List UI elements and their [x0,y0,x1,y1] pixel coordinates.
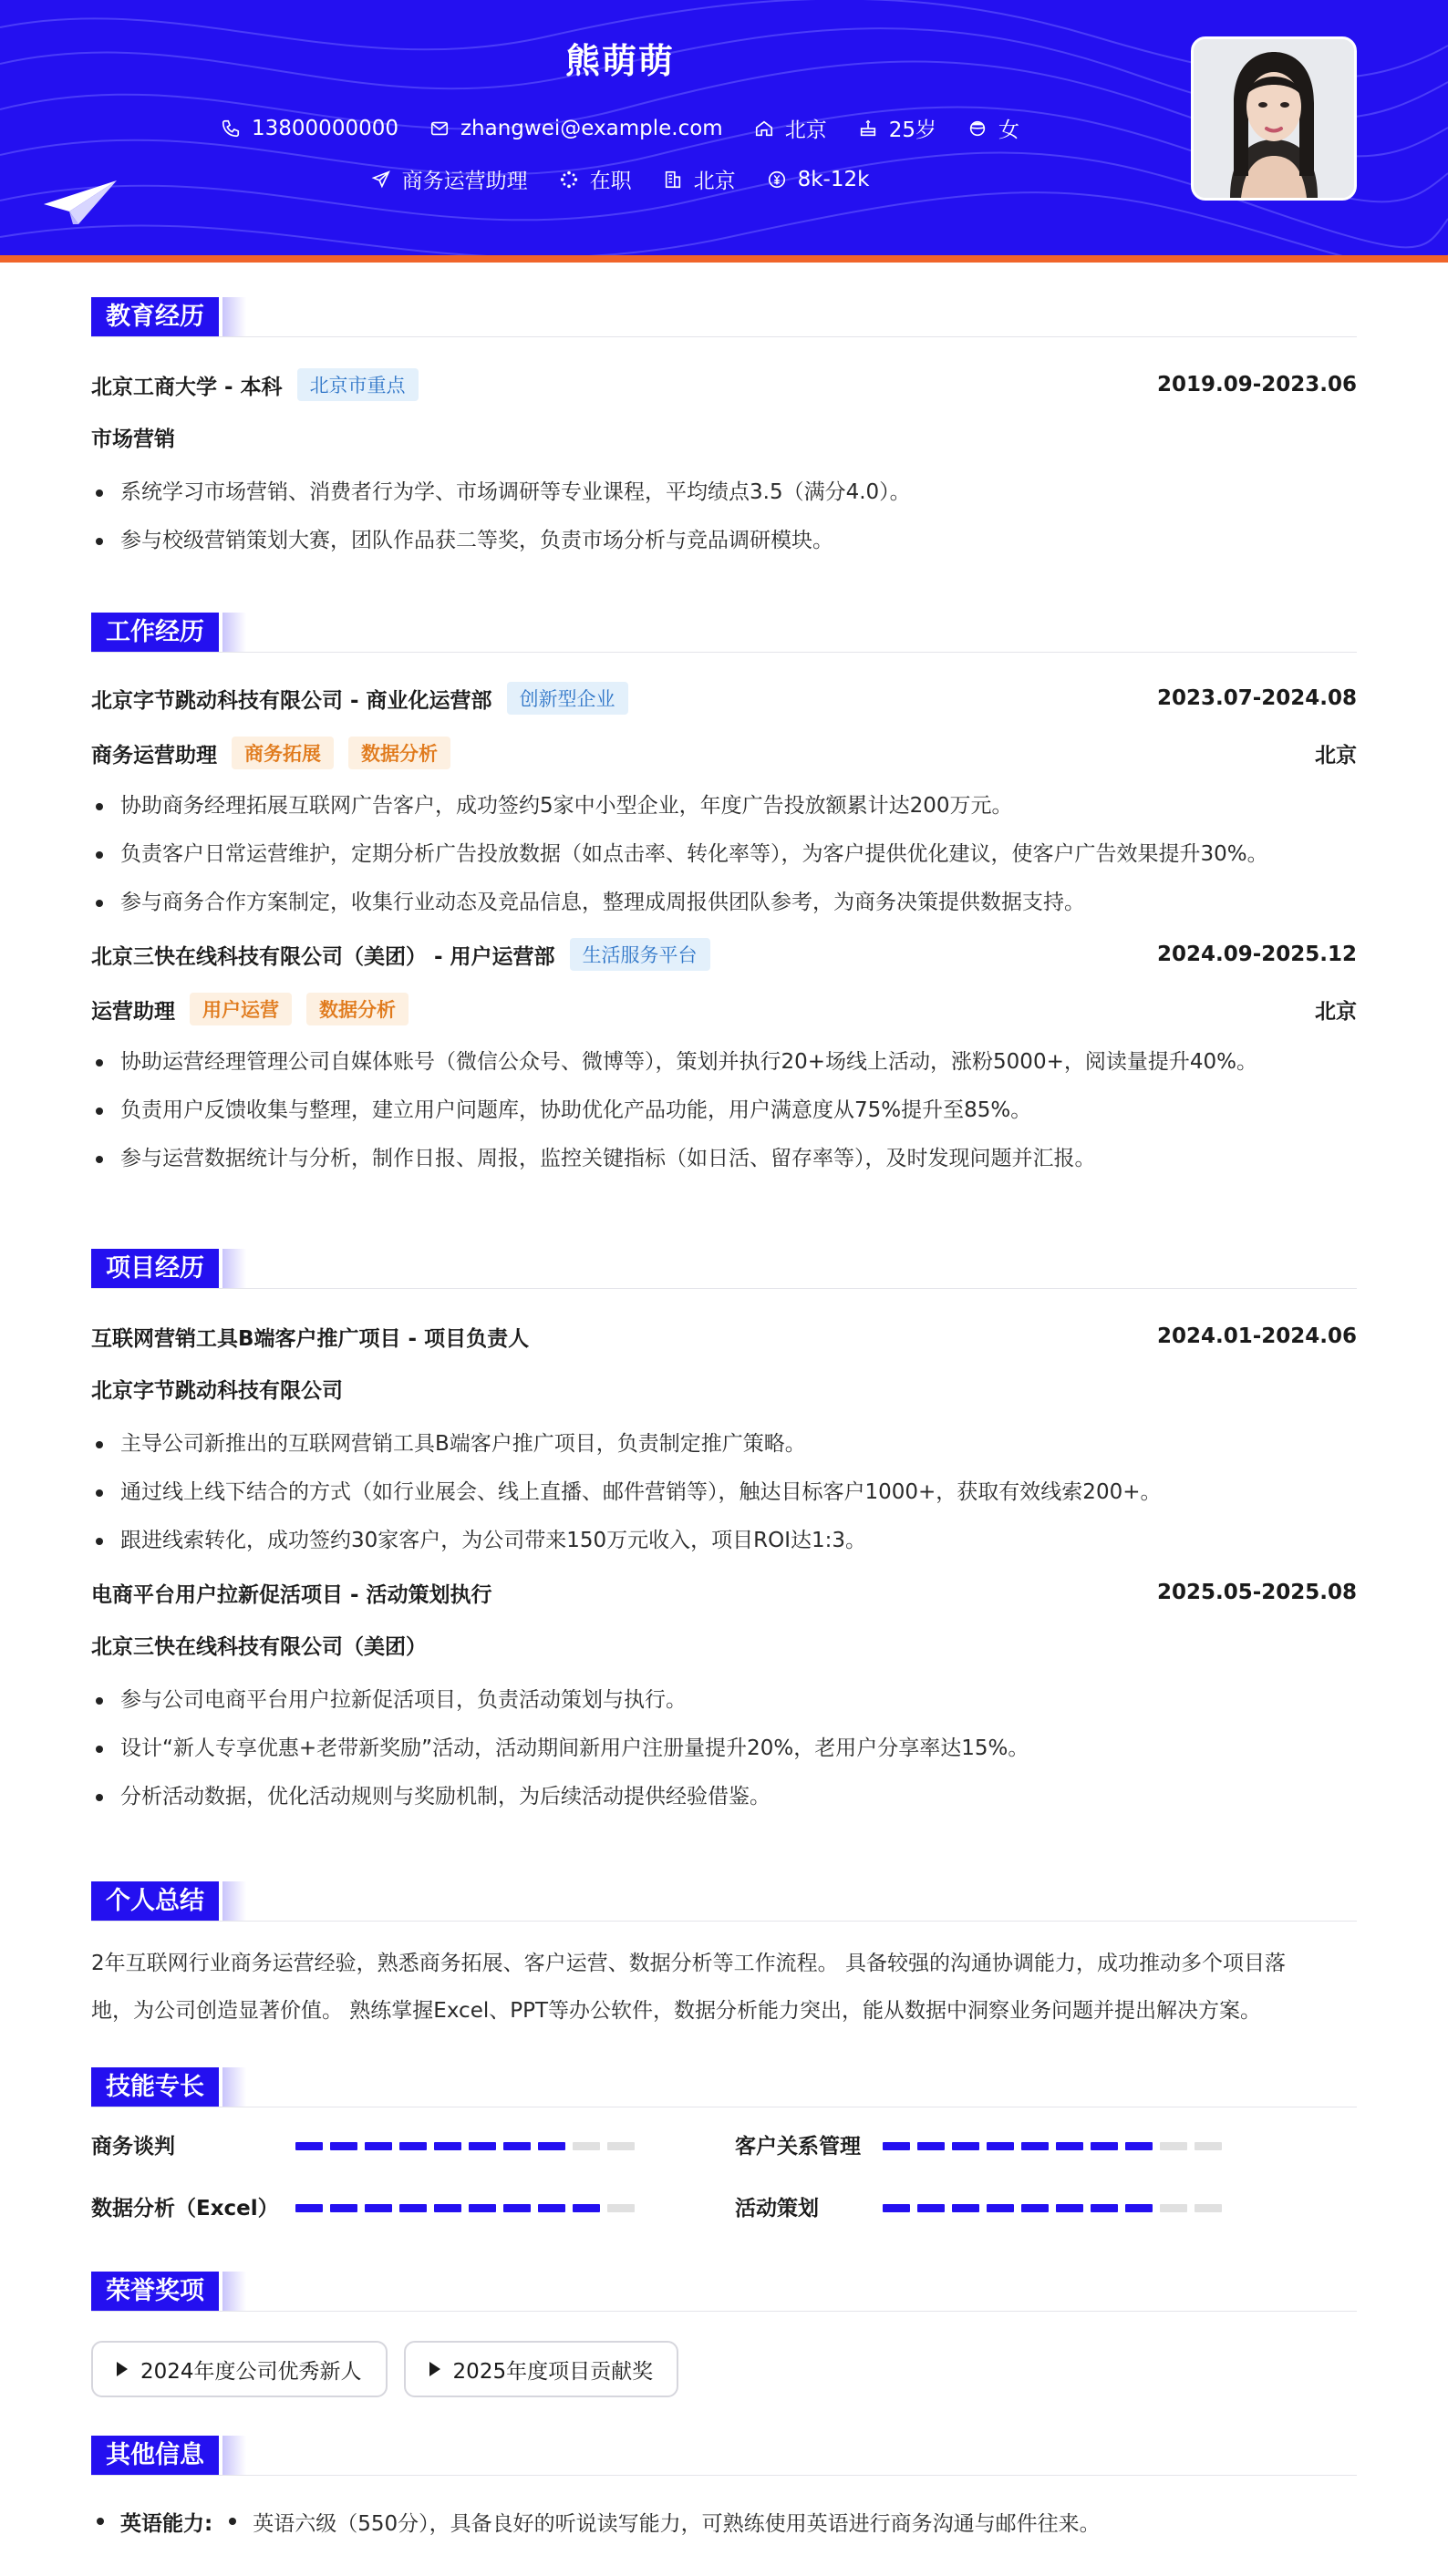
skill-tag: 商务拓展 [232,737,334,769]
work-city: 北京 [1315,743,1357,768]
section-header [91,2067,1357,2107]
project-company: 北京字节跳动科技有限公司 [91,1379,343,1403]
list-item: 跟进线索转化，成功签约30家客户，为公司带来150万元收入，项目ROI达1:3。 [91,1517,1357,1565]
skill-level-segment [538,2204,565,2212]
section-divider [91,1921,1357,1922]
company-name: 北京三快在线科技有限公司（美团） - 用户运营部 [91,944,555,969]
job-info [371,164,528,194]
skill-level-segment [1160,2204,1187,2212]
work-bullets [91,1038,1357,1183]
header-accent-stripe [0,255,1448,263]
award-name: 2024年度公司优秀新人 [140,2359,362,2384]
list-item: 系统学习市场营销、消费者行为学、市场调研等专业课程，平均绩点3.5（满分4.0）。 [91,469,1357,517]
projects-section [91,1249,1357,1821]
section-title: 教育经历 [91,297,219,337]
skill-level-segment [987,2204,1014,2212]
english-label: 英语能力: [120,2511,213,2536]
skill-level-segment [469,2204,496,2212]
skill-item [91,2191,279,2221]
awards-list [91,2341,1357,2397]
project-company: 北京三快在线科技有限公司（美团） [91,1635,427,1659]
age-text: 25岁 [888,118,936,142]
job-text: 商务运营助理 [401,170,528,193]
status-text: 在职 [589,170,632,193]
skill-level-bar [883,2142,1222,2150]
skill-level-segment [987,2142,1014,2150]
status-info [559,164,632,194]
list-item: 协助商务经理拓展互联网广告客户，成功签约5家中小型企业，年度广告投放额累计达200万元。 [91,782,1357,830]
avatar [1191,36,1357,201]
section-header [91,1881,1357,1922]
city-info [663,164,736,194]
company-tag: 生活服务平台 [570,938,710,971]
list-item: 主导公司新推出的互联网营销工具B端客户推广项目，负责制定推广策略。 [91,1420,1357,1468]
contact-row [0,113,1240,143]
salary-info [767,168,870,191]
email-text: zhangwei@example.com [460,116,723,140]
location-text: 北京 [784,118,827,142]
building-icon [663,170,683,190]
skill-level-segment [434,2142,461,2150]
skill-level-segment [365,2204,392,2212]
skill-level-segment [469,2142,496,2150]
skill-level-segment [607,2204,635,2212]
skills-grid [91,2129,1357,2257]
skill-item [735,2191,819,2221]
work-role-row [91,993,1357,1025]
education-section [91,297,1357,565]
bullet-dot [229,2518,236,2525]
summary-line: 地，为公司创造显著价值。 熟练掌握Excel、PPT等办公软件，数据分析能力突出，能从数据中洞察业务问题并提出解决方案。 [91,1999,1262,2023]
gender-text: 女 [998,118,1019,142]
section-header [91,297,1357,337]
company-tag: 创新型企业 [507,682,628,715]
section-title-tail [222,297,246,337]
skill-item [735,2129,861,2159]
skill-level-segment [952,2204,979,2212]
skill-level-segment [573,2204,600,2212]
role-name: 运营助理 [91,999,175,1024]
paper-plane-icon [42,179,119,226]
skill-level-segment [1195,2142,1222,2150]
skill-level-segment [607,2142,635,2150]
cake-icon [858,118,878,139]
bullet-dot [97,2518,104,2525]
project-bullets [91,1420,1357,1565]
skill-level-segment [295,2204,323,2212]
skill-tag: 数据分析 [306,993,409,1025]
skill-level-segment [1056,2204,1083,2212]
skill-level-segment [399,2142,427,2150]
section-title: 技能专长 [91,2067,219,2107]
skill-level-bar [883,2204,1222,2212]
summary-section [91,1881,1357,2035]
project-bullets [91,1676,1357,1821]
project-name: 互联网营销工具B端客户推广项目 - 项目负责人 [91,1326,530,1351]
section-title-tail [222,613,246,653]
mail-icon [429,118,450,139]
skill-name: 活动策划 [735,2197,819,2221]
candidate-name: 熊萌萌 [564,41,675,81]
skill-level-bar [295,2204,635,2212]
section-header [91,2436,1357,2476]
skill-level-bar [295,2142,635,2150]
other-info-row [91,2503,1357,2540]
send-icon [371,170,391,190]
resume-header [0,0,1448,255]
work-role-row [91,737,1357,769]
skill-tag: 用户运营 [190,993,292,1025]
major-name: 市场营销 [91,428,175,451]
skill-name: 数据分析（Excel） [91,2197,279,2221]
section-header [91,2272,1357,2312]
project-name: 电商平台用户拉新促活项目 - 活动策划执行 [91,1582,492,1607]
role-name: 商务运营助理 [91,743,217,768]
english-text: 英语六级（550分），具备良好的听说读写能力，可熟练使用英语进行商务沟通与邮件往来。 [253,2511,1101,2536]
list-item: 协助运营经理管理公司自媒体账号（微信公众号、微博等），策划并执行20+场线上活动，涨粉5000+，阅读量提升40%。 [91,1038,1357,1087]
project-date: 2025.05-2025.08 [1156,1581,1357,1604]
section-title: 工作经历 [91,613,219,653]
section-title-tail [222,1249,246,1289]
skill-level-segment [1056,2142,1083,2150]
list-item: 参与校级营销策划大赛，团队作品获二等奖，负责市场分析与竞品调研模块。 [91,517,1357,565]
section-title: 个人总结 [91,1881,219,1922]
section-title: 荣誉奖项 [91,2272,219,2312]
education-entry-head [91,368,1357,401]
skill-name: 客户关系管理 [735,2135,861,2159]
skill-level-segment [1091,2204,1118,2212]
phone-info [221,117,398,140]
gender-icon [967,118,988,139]
phone-icon [221,118,241,139]
skill-name: 商务谈判 [91,2135,175,2159]
skill-level-segment [434,2204,461,2212]
skill-level-segment [917,2204,945,2212]
work-entry-head [91,938,1357,971]
summary-line: 2年互联网行业商务运营经验，熟悉商务拓展、客户运营、数据分析等工作流程。 具备较强的沟通协调能力，成功推动多个项目落 [91,1952,1286,1975]
skill-level-segment [883,2204,910,2212]
work-date: 2024.09-2025.12 [1156,943,1357,966]
school-name: 北京工商大学 - 本科 [91,375,283,399]
section-divider [91,2311,1357,2312]
summary-text [91,1940,1357,2035]
phone-text: 13800000000 [252,116,398,140]
work-city: 北京 [1315,999,1357,1024]
list-item: 参与商务合作方案制定，收集行业动态及竞品信息，整理成周报供团队参考，为商务决策提供数据支持。 [91,879,1357,927]
award-chip [91,2341,388,2397]
list-item: 负责用户反馈收集与整理，建立用户问题库，协助优化产品功能，用户满意度从75%提升至85%。 [91,1087,1357,1135]
skill-level-segment [1021,2142,1049,2150]
money-icon [767,170,787,190]
project-entry-head [91,1576,1357,1609]
triangle-right-icon [117,2362,128,2376]
skill-level-segment [295,2142,323,2150]
section-title-tail [222,2436,246,2476]
skill-level-segment [365,2142,392,2150]
skill-level-segment [1125,2142,1153,2150]
skill-level-segment [917,2142,945,2150]
list-item: 参与运营数据统计与分析，制作日报、周报，监控关键指标（如日活、留存率等），及时发现问题并汇报。 [91,1135,1357,1183]
portrait-image [1194,39,1354,198]
section-divider [91,336,1357,337]
work-date: 2023.07-2024.08 [1156,686,1357,710]
education-bullets [91,469,1357,565]
job-intent-row [0,164,1240,194]
other-section [91,2436,1357,2540]
list-item: 参与公司电商平台用户拉新促活项目，负责活动策划与执行。 [91,1676,1357,1725]
skill-level-segment [1125,2204,1153,2212]
section-divider [91,652,1357,653]
section-title-tail [222,2272,246,2312]
skill-item [91,2129,175,2159]
gender-info [967,113,1019,143]
age-info [858,113,936,143]
loading-icon [559,170,579,190]
list-item: 负责客户日常运营维护，定期分析广告投放数据（如点击率、转化率等），为客户提供优化建议，使客户广告效果提升30%。 [91,830,1357,879]
skill-level-segment [1021,2204,1049,2212]
project-entry-head [91,1320,1357,1353]
skill-level-segment [330,2204,357,2212]
skills-section [91,2067,1357,2257]
skill-level-segment [1091,2142,1118,2150]
section-title-tail [222,2067,246,2107]
education-date: 2019.09-2023.06 [1156,373,1357,397]
section-divider [91,2475,1357,2476]
list-item: 通过线上线下结合的方式（如行业展会、线上直播、邮件营销等），触达目标客户1000+，获取有效线索200+。 [91,1468,1357,1517]
awards-section [91,2272,1357,2397]
triangle-right-icon [429,2362,440,2376]
skill-level-segment [573,2142,600,2150]
school-tag: 北京市重点 [297,368,419,401]
skill-level-segment [538,2142,565,2150]
section-title: 其他信息 [91,2436,219,2476]
award-chip [404,2341,679,2397]
salary-text: 8k-12k [797,167,870,191]
project-date: 2024.01-2024.06 [1156,1324,1357,1348]
skill-level-segment [952,2142,979,2150]
skill-level-segment [1195,2204,1222,2212]
skill-tag: 数据分析 [348,737,450,769]
location-info [754,113,827,143]
work-section [91,613,1357,1183]
section-header [91,613,1357,653]
skill-level-segment [399,2204,427,2212]
work-bullets [91,782,1357,927]
award-name: 2025年度项目贡献奖 [452,2359,654,2384]
home-icon [754,118,774,139]
email-info [429,117,723,140]
skill-level-segment [503,2204,531,2212]
city-text: 北京 [693,170,736,193]
work-entry-head [91,682,1357,715]
list-item: 设计“新人专享优惠+老带新奖励”活动，活动期间新用户注册量提升20%，老用户分享率达15%。 [91,1725,1357,1773]
section-divider [91,1288,1357,1289]
skill-level-segment [883,2142,910,2150]
section-header [91,1249,1357,1289]
skill-level-segment [330,2142,357,2150]
company-name: 北京字节跳动科技有限公司 - 商业化运营部 [91,688,492,713]
section-title-tail [222,1881,246,1922]
section-title: 项目经历 [91,1249,219,1289]
list-item: 分析活动数据，优化活动规则与奖励机制，为后续活动提供经验借鉴。 [91,1773,1357,1821]
skill-level-segment [1160,2142,1187,2150]
skill-level-segment [503,2142,531,2150]
